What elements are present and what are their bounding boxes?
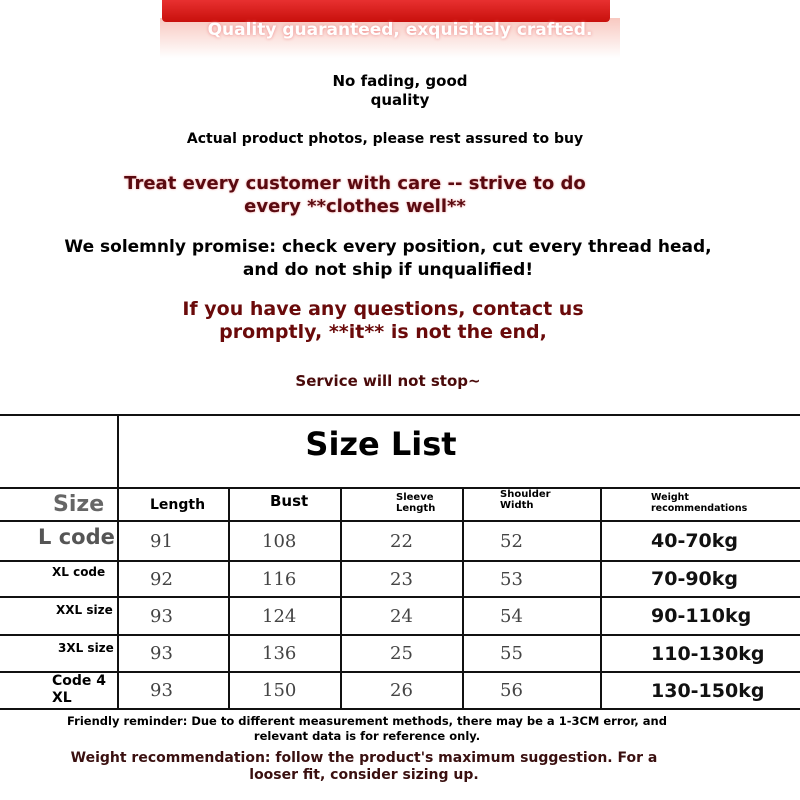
no-fading-line1: No fading, good [332,72,468,90]
header-bust: Bust [270,492,309,510]
weight-note-line2: looser fit, consider sizing up. [249,767,479,783]
header-weight: Weight recommendations [651,492,748,514]
reminder-line2: relevant data is for reference only. [253,729,481,743]
header-sleeve-length: Sleeve Length [396,492,436,514]
contact-line2: promptly, **it** is not the end, [219,321,547,343]
cell-bust: 150 [262,680,297,701]
size-label: XL code [52,565,106,579]
cell-weight: 40-70kg [651,530,739,552]
header-length: Length [150,496,206,513]
cell-shoulder-width: 55 [500,643,523,664]
size-table [0,414,800,710]
cell-length: 93 [150,605,173,627]
cell-bust: 108 [262,530,297,552]
cell-sleeve-length: 23 [390,568,413,590]
care-line2: every **clothes well** [244,196,466,217]
cell-sleeve-length: 22 [390,530,413,552]
no-fading-line2: quality [370,91,430,109]
weight-note-line1: Weight recommendation: follow the product's maximum suggestion. For a [70,750,658,766]
cell-weight: 90-110kg [651,605,752,627]
header-shoulder-width: Shoulder Width [500,489,551,511]
cell-length: 91 [150,530,173,552]
cell-length: 93 [150,643,173,664]
contact-line1: If you have any questions, contact us [182,298,584,320]
cell-shoulder-width: 56 [500,680,523,701]
size-label: Code 4 XL [52,673,107,706]
size-label: L code [38,525,115,549]
cell-weight: 70-90kg [651,568,739,590]
red-banner [162,0,610,22]
cell-weight: 130-150kg [651,679,765,702]
tagline: Quality guaranteed, exquisitely crafted. [207,20,593,40]
cell-shoulder-width: 53 [500,568,523,590]
table-title: Size List [305,424,457,463]
reminder-line1: Friendly reminder: Due to different measurement methods, there may be a 1-3CM error, and [67,714,667,728]
promise-line2: and do not ship if unqualified! [242,260,534,280]
size-label: 3XL size [58,641,114,655]
cell-sleeve-length: 26 [390,680,413,701]
promise-line1: We solemnly promise: check every position, cut every thread head, [64,237,712,257]
service-line: Service will not stop~ [295,372,481,390]
care-line1: Treat every customer with care -- strive to do [124,173,586,194]
header-size: Size [53,492,105,517]
cell-bust: 124 [262,605,297,627]
cell-sleeve-length: 24 [390,605,413,627]
cell-shoulder-width: 54 [500,605,523,627]
size-label: XXL size [56,603,113,617]
cell-bust: 136 [262,643,297,664]
cell-weight: 110-130kg [651,642,765,665]
cell-length: 92 [150,568,173,590]
cell-shoulder-width: 52 [500,530,523,552]
cell-length: 93 [150,680,173,701]
actual-photos: Actual product photos, please rest assured to buy [186,131,584,147]
cell-bust: 116 [262,568,297,590]
cell-sleeve-length: 25 [390,643,413,664]
